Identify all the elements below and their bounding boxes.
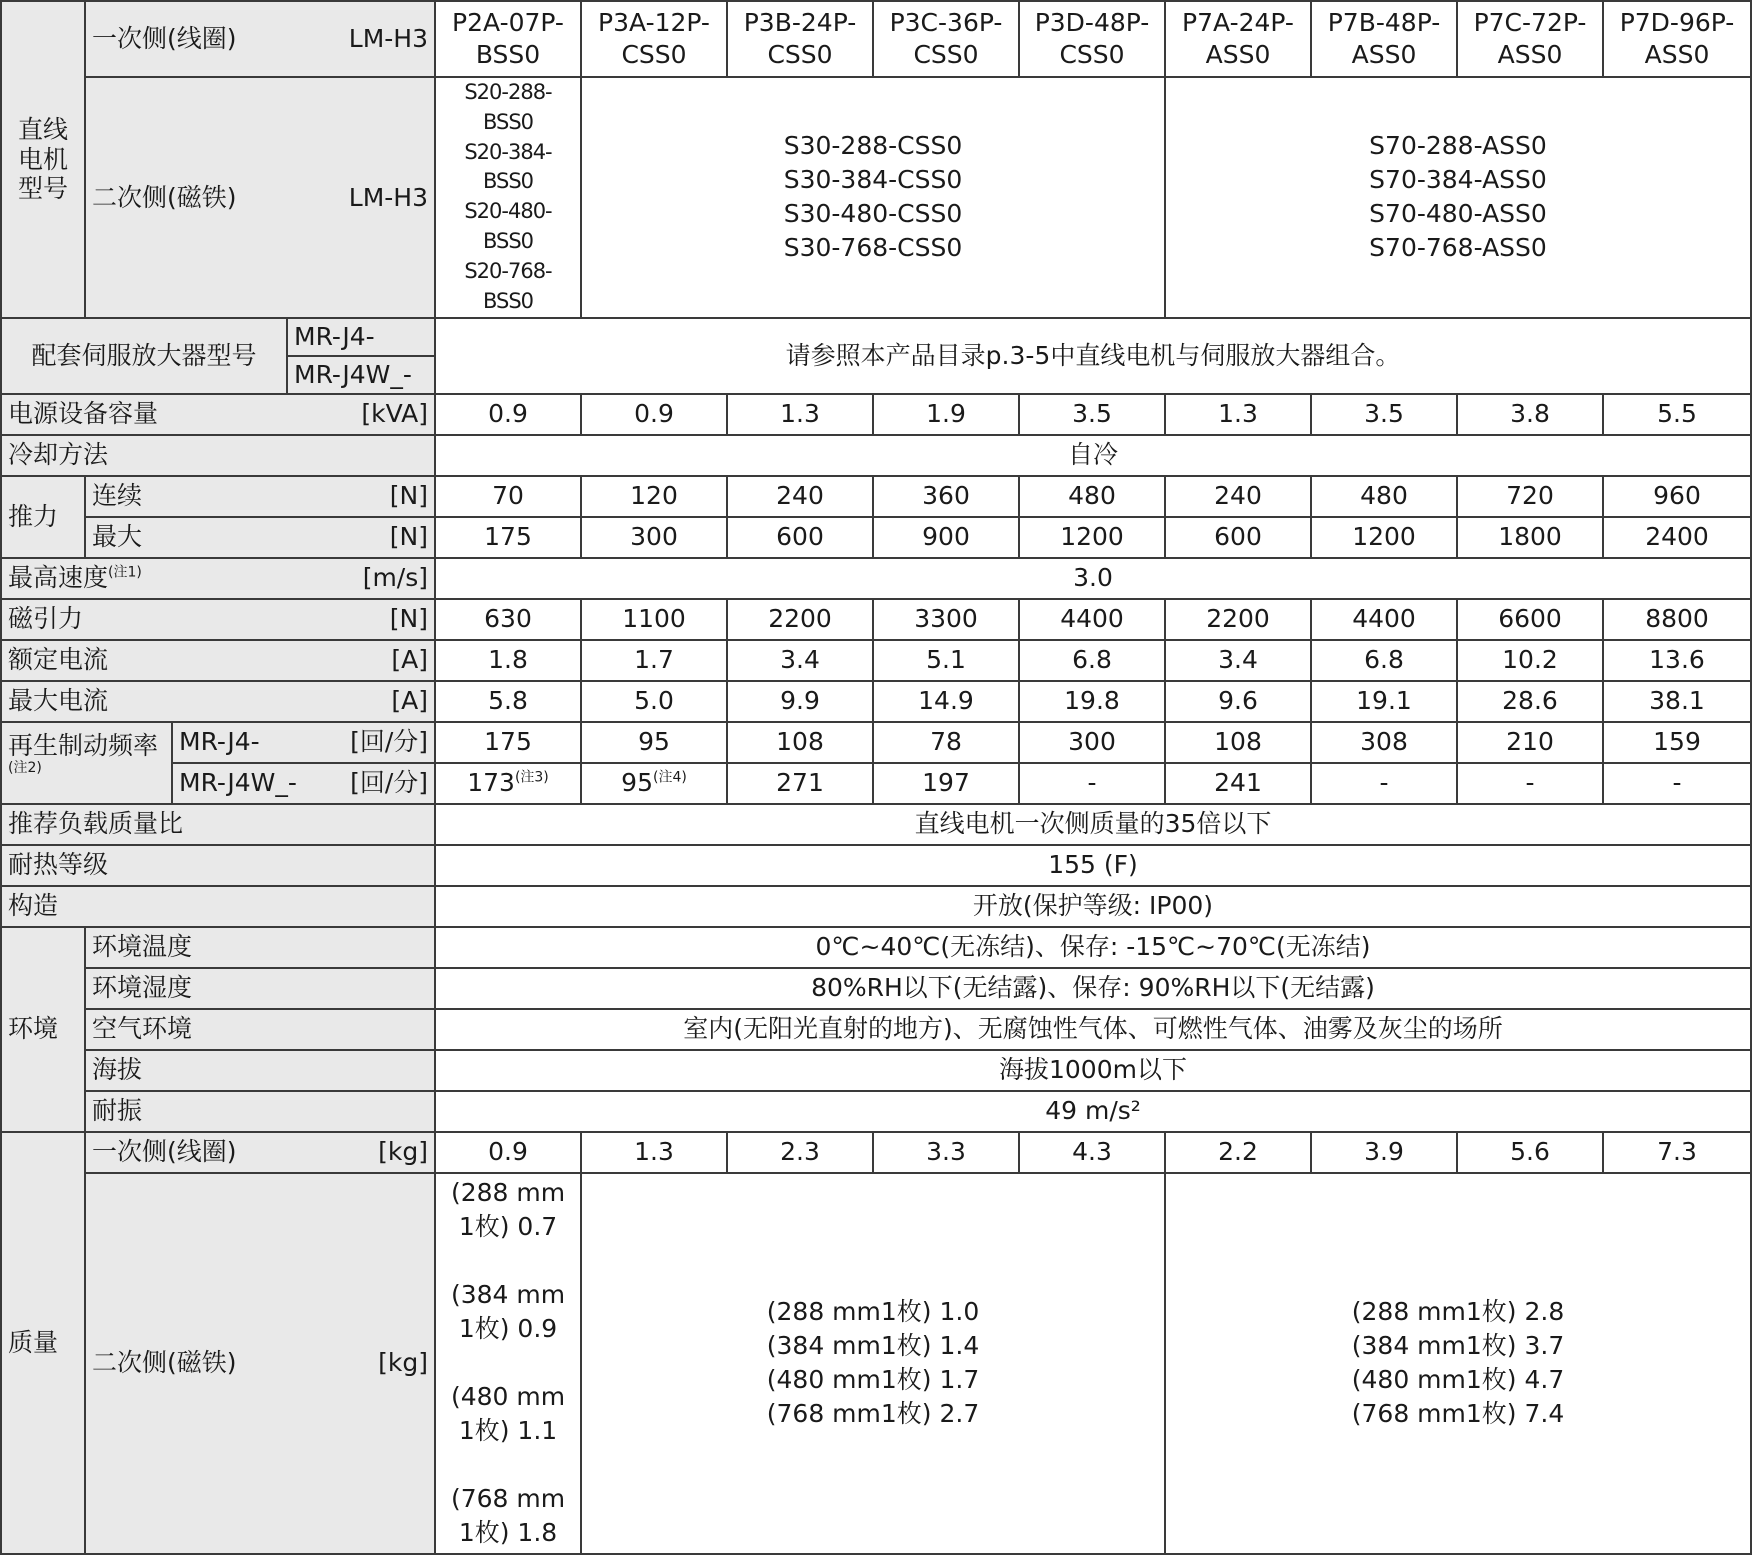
motor-model-group: 直线 电机 型号	[1, 1, 85, 318]
env-label: 环境湿度	[85, 968, 435, 1009]
regen-sub2-label: MR-J4W_- [回/分]	[172, 763, 435, 804]
max-current-value: 19.8	[1019, 681, 1165, 722]
regen-value: 108	[1165, 722, 1311, 763]
magnetic-value: 6600	[1457, 599, 1603, 640]
cooling-value: 自冷	[435, 435, 1751, 476]
regen-value-2: 241	[1165, 763, 1311, 804]
mass-primary-value: 0.9	[435, 1132, 581, 1173]
mass-secondary-p2: (288 mm 1枚) 0.7 (384 mm 1枚) 0.9 (480 mm 1枚) 1.1 (768 mm 1枚) 1.8	[435, 1173, 581, 1554]
regen-label: 再生制动频率 (注2)	[1, 722, 172, 804]
model-cell: P7D-96P- ASS0	[1603, 1, 1751, 77]
insulation-label: 耐热等级	[1, 845, 435, 886]
regen-value-2: 197	[873, 763, 1019, 804]
thrust-cont-row	[1, 476, 1751, 517]
cooling-row	[1, 435, 1751, 476]
env-label: 耐振	[85, 1091, 435, 1132]
mass-secondary-row	[1, 1173, 1751, 1554]
insulation-row	[1, 845, 1751, 886]
thrust-max-value: 1200	[1311, 517, 1457, 558]
thrust-cont-value: 360	[873, 476, 1019, 517]
mass-primary-value: 3.3	[873, 1132, 1019, 1173]
env-row	[1, 1091, 1751, 1132]
thrust-max-label: 最大 [N]	[85, 517, 435, 558]
regen-value-2: -	[1603, 763, 1751, 804]
mass-primary-value: 2.2	[1165, 1132, 1311, 1173]
regen-row-1	[1, 722, 1751, 763]
thrust-cont-value: 70	[435, 476, 581, 517]
amp-sub-mr-j4w: MR-J4W_-	[287, 356, 435, 394]
rated-current-value: 1.8	[435, 640, 581, 681]
thrust-max-value: 600	[1165, 517, 1311, 558]
env-value: 49 m/s²	[435, 1091, 1751, 1132]
thrust-cont-value: 960	[1603, 476, 1751, 517]
rated-current-value: 6.8	[1019, 640, 1165, 681]
rated-current-value: 3.4	[727, 640, 873, 681]
secondary-model-p3: S30-288-CSS0 S30-384-CSS0 S30-480-CSS0 S30-768-CSS0	[581, 77, 1165, 318]
regen-value-2: -	[1311, 763, 1457, 804]
regen-value: 78	[873, 722, 1019, 763]
model-cell: P3B-24P- CSS0	[727, 1, 873, 77]
env-row	[1, 1009, 1751, 1050]
mass-secondary-p3: (288 mm1枚) 1.0 (384 mm1枚) 1.4 (480 mm1枚) 1.7 (768 mm1枚) 2.7	[581, 1173, 1165, 1554]
env-label: 空气环境	[85, 1009, 435, 1050]
secondary-magnet-label: 二次侧(磁铁) LM-H3	[85, 77, 435, 318]
secondary-model-p2: S20-288-BSS0 S20-384-BSS0 S20-480-BSS0 S20-768-BSS0	[435, 77, 581, 318]
thrust-cont-value: 720	[1457, 476, 1603, 517]
amp-sub-mr-j4: MR-J4-	[287, 318, 435, 356]
rated-current-label: 额定电流 [A]	[1, 640, 435, 681]
max-current-value: 9.9	[727, 681, 873, 722]
env-label: 环境温度	[85, 927, 435, 968]
speed-note: (注1)	[108, 564, 142, 581]
power-value: 3.5	[1019, 394, 1165, 435]
max-current-row	[1, 681, 1751, 722]
amp-label: 配套伺服放大器型号	[1, 318, 287, 394]
mass-primary-value: 4.3	[1019, 1132, 1165, 1173]
thrust-max-value: 2400	[1603, 517, 1751, 558]
magnetic-value: 1100	[581, 599, 727, 640]
regen-value: 300	[1019, 722, 1165, 763]
rated-current-row	[1, 640, 1751, 681]
rated-current-value: 13.6	[1603, 640, 1751, 681]
thrust-cont-value: 480	[1311, 476, 1457, 517]
speed-label: 最高速度$^{(注1)}$ [m/s]	[1, 558, 435, 599]
power-value: 1.3	[1165, 394, 1311, 435]
mass-secondary-label: 二次侧(磁铁) [kg]	[85, 1173, 435, 1554]
power-value: 1.9	[873, 394, 1019, 435]
mass-secondary-p7: (288 mm1枚) 2.8 (384 mm1枚) 3.7 (480 mm1枚) 4.7 (768 mm1枚) 7.4	[1165, 1173, 1751, 1554]
amp-value: 请参照本产品目录p.3-5中直线电机与伺服放大器组合。	[435, 318, 1751, 394]
rated-current-value: 10.2	[1457, 640, 1603, 681]
thrust-max-row	[1, 517, 1751, 558]
load-ratio-label: 推荐负载质量比	[1, 804, 435, 845]
power-value: 0.9	[581, 394, 727, 435]
rated-current-value: 3.4	[1165, 640, 1311, 681]
model-cell: P2A-07P- BSS0	[435, 1, 581, 77]
magnetic-value: 2200	[727, 599, 873, 640]
regen-value: 95	[581, 722, 727, 763]
regen-note-4: (注4)	[652, 769, 687, 786]
thrust-max-value: 175	[435, 517, 581, 558]
thrust-max-value: 300	[581, 517, 727, 558]
power-value: 1.3	[727, 394, 873, 435]
cooling-label: 冷却方法	[1, 435, 435, 476]
regen-value-2: 173$^{(注3)}$	[435, 763, 581, 804]
env-value: 0℃~40℃(无冻结)、保存: -15℃~70℃(无冻结)	[435, 927, 1751, 968]
power-value: 3.8	[1457, 394, 1603, 435]
magnetic-label: 磁引力 [N]	[1, 599, 435, 640]
model-cell: P3C-36P- CSS0	[873, 1, 1019, 77]
mass-primary-value: 1.3	[581, 1132, 727, 1173]
mass-primary-row	[1, 1132, 1751, 1173]
structure-label: 构造	[1, 886, 435, 927]
magnetic-value: 4400	[1019, 599, 1165, 640]
mass-primary-label: 一次侧(线圈) [kg]	[85, 1132, 435, 1173]
insulation-value: 155 (F)	[435, 845, 1751, 886]
thrust-max-value: 1200	[1019, 517, 1165, 558]
load-ratio-row	[1, 804, 1751, 845]
regen-sub1-label: MR-J4- [回/分]	[172, 722, 435, 763]
mass-group-label: 质量	[1, 1132, 85, 1554]
model-row	[1, 1, 1751, 77]
model-cell: P3D-48P- CSS0	[1019, 1, 1165, 77]
max-current-value: 19.1	[1311, 681, 1457, 722]
rated-current-value: 6.8	[1311, 640, 1457, 681]
regen-value-2: 95$^{(注4)}$	[581, 763, 727, 804]
regen-value: 159	[1603, 722, 1751, 763]
thrust-group-label: 推力	[1, 476, 85, 558]
max-current-value: 5.8	[435, 681, 581, 722]
structure-value: 开放(保护等级: IP00)	[435, 886, 1751, 927]
thrust-max-value: 900	[873, 517, 1019, 558]
thrust-cont-value: 240	[1165, 476, 1311, 517]
magnetic-value: 3300	[873, 599, 1019, 640]
mass-primary-value: 5.6	[1457, 1132, 1603, 1173]
env-label: 海拔	[85, 1050, 435, 1091]
secondary-model-row	[1, 77, 1751, 318]
speed-row	[1, 558, 1751, 599]
max-current-value: 28.6	[1457, 681, 1603, 722]
thrust-cont-value: 480	[1019, 476, 1165, 517]
magnetic-value: 630	[435, 599, 581, 640]
max-current-value: 14.9	[873, 681, 1019, 722]
power-label: 电源设备容量 [kVA]	[1, 394, 435, 435]
speed-value: 3.0	[435, 558, 1751, 599]
env-row	[1, 1050, 1751, 1091]
magnetic-value: 2200	[1165, 599, 1311, 640]
power-value: 0.9	[435, 394, 581, 435]
max-current-value: 5.0	[581, 681, 727, 722]
primary-coil-label: 一次侧(线圈) LM-H3	[85, 1, 435, 77]
model-cell: P7B-48P- ASS0	[1311, 1, 1457, 77]
regen-row-2	[1, 763, 1751, 804]
env-value: 室内(无阳光直射的地方)、无腐蚀性气体、可燃性气体、油雾及灰尘的场所	[435, 1009, 1751, 1050]
regen-note-3: (注3)	[514, 769, 549, 786]
magnetic-value: 4400	[1311, 599, 1457, 640]
secondary-model-p7: S70-288-ASS0 S70-384-ASS0 S70-480-ASS0 S70-768-ASS0	[1165, 77, 1751, 318]
model-cell: P7C-72P- ASS0	[1457, 1, 1603, 77]
env-group-label: 环境	[1, 927, 85, 1132]
regen-value-2: -	[1019, 763, 1165, 804]
regen-value: 175	[435, 722, 581, 763]
env-value: 海拔1000m以下	[435, 1050, 1751, 1091]
power-value: 5.5	[1603, 394, 1751, 435]
mass-primary-value: 7.3	[1603, 1132, 1751, 1173]
power-value: 3.5	[1311, 394, 1457, 435]
thrust-cont-value: 120	[581, 476, 727, 517]
env-row	[1, 968, 1751, 1009]
thrust-max-value: 1800	[1457, 517, 1603, 558]
structure-row	[1, 886, 1751, 927]
max-current-value: 38.1	[1603, 681, 1751, 722]
magnetic-row	[1, 599, 1751, 640]
thrust-max-value: 600	[727, 517, 873, 558]
mass-primary-value: 2.3	[727, 1132, 873, 1173]
magnetic-value: 8800	[1603, 599, 1751, 640]
regen-note: (注2)	[8, 760, 42, 776]
amp-row	[1, 318, 1751, 356]
load-ratio-value: 直线电机一次侧质量的35倍以下	[435, 804, 1751, 845]
regen-value: 108	[727, 722, 873, 763]
thrust-cont-label: 连续 [N]	[85, 476, 435, 517]
model-cell: P3A-12P- CSS0	[581, 1, 727, 77]
thrust-cont-value: 240	[727, 476, 873, 517]
regen-value: 308	[1311, 722, 1457, 763]
rated-current-value: 5.1	[873, 640, 1019, 681]
env-value: 80%RH以下(无结露)、保存: 90%RH以下(无结露)	[435, 968, 1751, 1009]
rated-current-value: 1.7	[581, 640, 727, 681]
max-current-label: 最大电流 [A]	[1, 681, 435, 722]
regen-value-2: -	[1457, 763, 1603, 804]
power-row	[1, 394, 1751, 435]
max-current-value: 9.6	[1165, 681, 1311, 722]
regen-value: 210	[1457, 722, 1603, 763]
mass-primary-value: 3.9	[1311, 1132, 1457, 1173]
model-cell: P7A-24P- ASS0	[1165, 1, 1311, 77]
regen-value-2: 271	[727, 763, 873, 804]
env-row	[1, 927, 1751, 968]
